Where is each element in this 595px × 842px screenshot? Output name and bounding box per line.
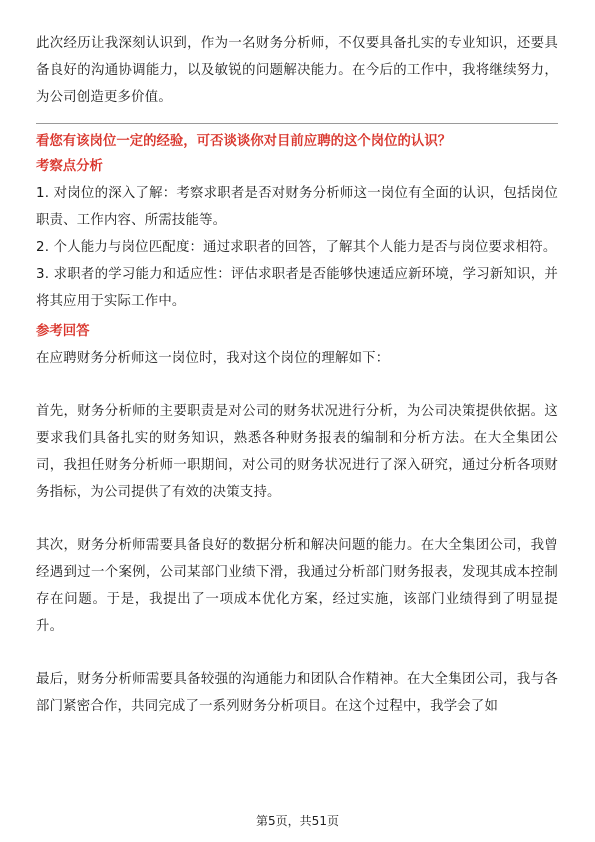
paragraph-gap	[36, 640, 558, 666]
reference-opening: 在应聘财务分析师这一岗位时，我对这个岗位的理解如下：	[36, 351, 390, 366]
analysis-title: 考察点分析	[36, 159, 103, 174]
paragraph-gap	[36, 372, 558, 398]
analysis-point: 1. 对岗位的深入了解：考察求职者是否对财务分析师这一岗位有全面的认识，包括岗位职责、工作内容、所需技能等。	[36, 186, 558, 228]
document-page	[36, 30, 558, 720]
page-number: 第5页，共51页	[256, 814, 339, 828]
reference-paragraph: 其次，财务分析师需要具备良好的数据分析和解决问题的能力。在大全集团公司，我曾经遇到过一个案例，公司某部门业绩下滑，我通过分析部门财务报表，发现其成本控制存在问题。于是，我提出了一项成本优化方案，经过实施，该部门业绩得到了明显提升。	[36, 538, 558, 634]
reference-paragraph: 首先，财务分析师的主要职责是对公司的财务状况进行分析，为公司决策提供依据。这要求我们具备扎实的财务知识，熟悉各种财务报表的编制和分析方法。在大全集团公司，我担任财务分析师一职期间，对公司的财务状况进行了深入研究，通过分析各项财务指标，为公司提供了有效的决策支持。	[36, 404, 558, 500]
reference-answer-title: 参考回答	[36, 324, 90, 339]
paragraph-gap	[36, 506, 558, 532]
analysis-point: 2. 个人能力与岗位匹配度：通过求职者的回答，了解其个人能力是否与岗位要求相符。	[36, 240, 557, 255]
analysis-point: 3. 求职者的学习能力和适应性：评估求职者是否能够快速适应新环境，学习新知识，并将其应用于实际工作中。	[36, 267, 558, 309]
reference-paragraph: 最后，财务分析师需要具备较强的沟通能力和团队合作精神。在大全集团公司，我与各部门紧密合作，共同完成了一系列财务分析项目。在这个过程中，我学会了如	[36, 672, 558, 714]
intro-paragraph: 此次经历让我深刻认识到，作为一名财务分析师，不仅要具备扎实的专业知识，还要具备良好的沟通协调能力，以及敏锐的问题解决能力。在今后的工作中，我将继续努力，为公司创造更多价值。	[36, 36, 558, 105]
section-divider	[36, 123, 558, 124]
interview-question: 看您有该岗位一定的经验，可否谈谈你对目前应聘的这个岗位的认识？	[36, 134, 452, 149]
